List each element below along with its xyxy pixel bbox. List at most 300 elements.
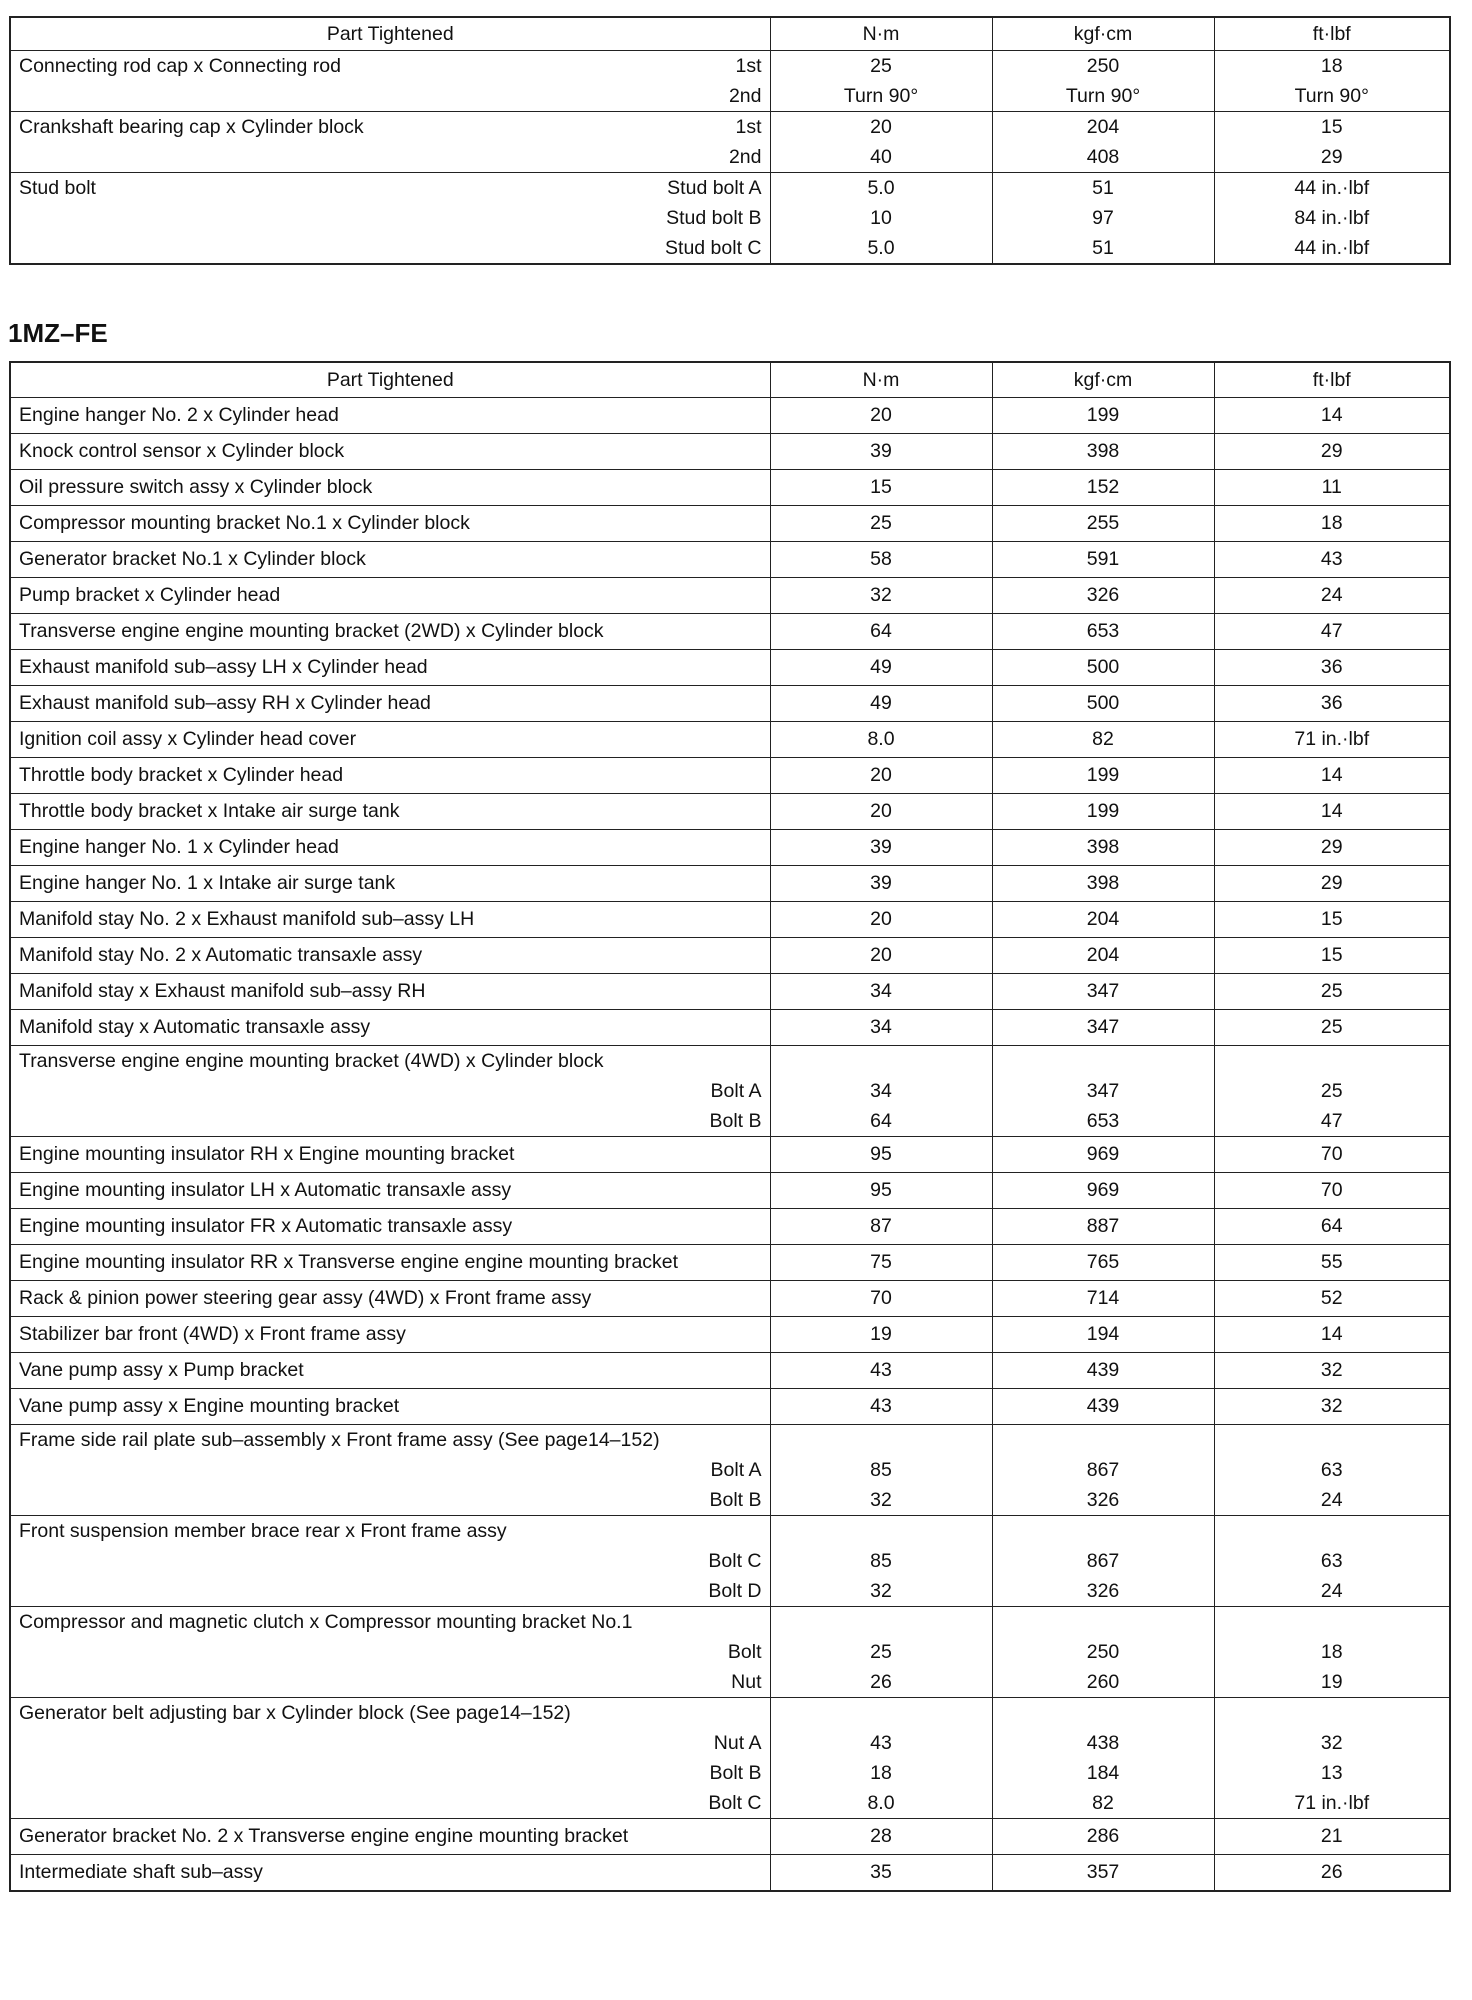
value-cell-kgf bbox=[992, 650, 1214, 686]
section-title: 1MZ–FE bbox=[8, 318, 108, 348]
part-name: Transverse engine engine mounting bracket (2WD) x Cylinder block bbox=[19, 620, 604, 642]
value-kgf: 887 bbox=[1086, 1215, 1120, 1237]
value-kgf: Turn 90° bbox=[1065, 85, 1141, 107]
value-kgf: 347 bbox=[1086, 1016, 1120, 1038]
value-kgf: 438 bbox=[1086, 1732, 1120, 1754]
part-name: Exhaust manifold sub–assy RH x Cylinder head bbox=[19, 692, 431, 714]
value-ft: 11 bbox=[1321, 476, 1342, 498]
value-nm: 18 bbox=[870, 1762, 892, 1784]
value-cell-kgf bbox=[992, 173, 1214, 265]
value-cell-kgf bbox=[992, 902, 1214, 938]
value-cell-ft bbox=[1214, 578, 1450, 614]
value-nm: 35 bbox=[870, 1861, 892, 1883]
value-cell-kgf bbox=[992, 1607, 1214, 1698]
value-cell-nm bbox=[770, 1819, 992, 1855]
value-ft: 36 bbox=[1320, 692, 1343, 714]
value-nm: 15 bbox=[870, 476, 892, 498]
value-cell-kgf bbox=[992, 1317, 1214, 1353]
value-ft: 29 bbox=[1320, 872, 1343, 894]
value-cell-kgf bbox=[992, 1855, 1214, 1892]
value-ft: 29 bbox=[1320, 146, 1343, 168]
table-row bbox=[10, 686, 1450, 722]
table-row bbox=[10, 470, 1450, 506]
value-kgf: 653 bbox=[1086, 1110, 1120, 1132]
part-name: Manifold stay No. 2 x Exhaust manifold sub–assy LH bbox=[19, 908, 475, 930]
value-kgf: 286 bbox=[1086, 1825, 1120, 1847]
table-row bbox=[10, 1855, 1450, 1892]
value-cell-kgf bbox=[992, 112, 1214, 173]
value-kgf: 714 bbox=[1086, 1287, 1120, 1309]
part-name: Compressor mounting bracket No.1 x Cylinder block bbox=[19, 512, 470, 534]
value-cell-ft bbox=[1214, 434, 1450, 470]
part-cell bbox=[10, 470, 770, 506]
value-cell-ft bbox=[1214, 758, 1450, 794]
header-kgf: kgf·cm bbox=[992, 362, 1214, 398]
part-line bbox=[19, 233, 762, 263]
part-cell bbox=[10, 1819, 770, 1855]
value-cell-nm bbox=[770, 1855, 992, 1892]
value-ft: 14 bbox=[1320, 1323, 1343, 1345]
part-cell bbox=[10, 1698, 770, 1819]
part-line bbox=[19, 112, 762, 142]
value-kgf: 199 bbox=[1086, 800, 1120, 822]
value-ft: 21 bbox=[1320, 1825, 1343, 1847]
value-ft: 14 bbox=[1320, 764, 1343, 786]
table-row bbox=[10, 51, 1450, 112]
value-nm: 5.0 bbox=[867, 177, 895, 199]
value-cell-nm bbox=[770, 830, 992, 866]
value-cell-kgf bbox=[992, 1516, 1214, 1607]
value-nm: Turn 90° bbox=[843, 85, 919, 107]
value-cell-kgf bbox=[992, 758, 1214, 794]
value-kgf: 326 bbox=[1086, 1489, 1120, 1511]
value-ft: 25 bbox=[1320, 980, 1343, 1002]
part-name: Manifold stay x Automatic transaxle assy bbox=[19, 1016, 371, 1038]
table-row bbox=[10, 974, 1450, 1010]
part-name: Generator bracket No.1 x Cylinder block bbox=[19, 548, 366, 570]
value-nm: 28 bbox=[870, 1825, 892, 1847]
part-cell bbox=[10, 938, 770, 974]
value-cell-kgf bbox=[992, 470, 1214, 506]
value-kgf: 97 bbox=[1092, 207, 1114, 229]
value-spacer bbox=[771, 1516, 992, 1546]
value-cell-kgf bbox=[992, 1209, 1214, 1245]
value-nm: 70 bbox=[870, 1287, 892, 1309]
value-cell-kgf bbox=[992, 830, 1214, 866]
sub-label: Bolt C bbox=[708, 1792, 762, 1814]
part-cell bbox=[10, 1389, 770, 1425]
sub-label: 1st bbox=[735, 55, 762, 77]
part-cell bbox=[10, 902, 770, 938]
value-nm: 20 bbox=[870, 764, 892, 786]
value-cell-kgf bbox=[992, 1281, 1214, 1317]
value-ft: 29 bbox=[1320, 836, 1343, 858]
value-spacer bbox=[1215, 1698, 1450, 1728]
value-cell-ft bbox=[1214, 1010, 1450, 1046]
part-cell bbox=[10, 51, 770, 112]
part-line bbox=[19, 142, 762, 172]
value-cell-kgf bbox=[992, 938, 1214, 974]
value-kgf: 969 bbox=[1086, 1179, 1120, 1201]
value-ft: 14 bbox=[1320, 404, 1343, 426]
table-row bbox=[10, 542, 1450, 578]
part-line bbox=[19, 203, 762, 233]
value-cell-ft bbox=[1214, 866, 1450, 902]
part-name: Crankshaft bearing cap x Cylinder block bbox=[19, 116, 364, 138]
value-nm: 8.0 bbox=[867, 1792, 895, 1814]
part-name: Vane pump assy x Engine mounting bracket bbox=[19, 1395, 400, 1417]
table-row bbox=[10, 173, 1450, 265]
value-cell-nm bbox=[770, 112, 992, 173]
value-nm: 64 bbox=[870, 620, 892, 642]
value-kgf: 82 bbox=[1092, 1792, 1114, 1814]
part-cell bbox=[10, 398, 770, 434]
value-spacer bbox=[1215, 1607, 1450, 1637]
value-cell-kgf bbox=[992, 974, 1214, 1010]
value-kgf: 347 bbox=[1086, 1080, 1120, 1102]
header-ftlbf: ft·lbf bbox=[1214, 362, 1450, 398]
table-row bbox=[10, 938, 1450, 974]
sub-label: Bolt C bbox=[708, 1550, 762, 1572]
value-cell-ft bbox=[1214, 1425, 1450, 1516]
table-row bbox=[10, 398, 1450, 434]
value-cell-kgf bbox=[992, 1819, 1214, 1855]
value-ft: 32 bbox=[1320, 1395, 1343, 1417]
sub-label: 2nd bbox=[728, 85, 762, 107]
value-kgf: 194 bbox=[1086, 1323, 1120, 1345]
header-kgf: kgf·cm bbox=[992, 17, 1214, 51]
value-spacer bbox=[1215, 1516, 1450, 1546]
value-ft: 15 bbox=[1320, 116, 1343, 138]
value-ft: 19 bbox=[1320, 1671, 1343, 1693]
value-nm: 8.0 bbox=[867, 728, 895, 750]
table-row bbox=[10, 722, 1450, 758]
value-kgf: 51 bbox=[1092, 237, 1114, 259]
value-ft: 71 in.·lbf bbox=[1294, 728, 1370, 750]
sub-label: Bolt bbox=[727, 1641, 762, 1663]
value-ft: 47 bbox=[1320, 1110, 1343, 1132]
part-name: Ignition coil assy x Cylinder head cover bbox=[19, 728, 357, 750]
value-cell-ft bbox=[1214, 722, 1450, 758]
part-cell bbox=[10, 1245, 770, 1281]
value-spacer bbox=[771, 1698, 992, 1728]
value-cell-kgf bbox=[992, 542, 1214, 578]
value-cell-nm bbox=[770, 938, 992, 974]
value-cell-kgf bbox=[992, 1353, 1214, 1389]
part-cell bbox=[10, 1425, 770, 1516]
value-ft: 26 bbox=[1320, 1861, 1343, 1883]
value-ft: 36 bbox=[1320, 656, 1343, 678]
value-spacer bbox=[993, 1516, 1214, 1546]
value-nm: 34 bbox=[870, 980, 892, 1002]
part-name: Vane pump assy x Pump bracket bbox=[19, 1359, 304, 1381]
value-cell-kgf bbox=[992, 398, 1214, 434]
value-spacer bbox=[993, 1046, 1214, 1076]
value-nm: 43 bbox=[870, 1732, 892, 1754]
value-cell-kgf bbox=[992, 434, 1214, 470]
value-cell-nm bbox=[770, 794, 992, 830]
sub-label: Nut A bbox=[713, 1732, 762, 1754]
value-kgf: 867 bbox=[1086, 1550, 1120, 1572]
value-cell-ft bbox=[1214, 542, 1450, 578]
value-ft: 15 bbox=[1320, 944, 1343, 966]
value-spacer bbox=[993, 1607, 1214, 1637]
value-nm: 32 bbox=[870, 584, 892, 606]
part-cell bbox=[10, 1010, 770, 1046]
part-line bbox=[19, 81, 762, 111]
value-cell-nm bbox=[770, 1209, 992, 1245]
part-name: Engine mounting insulator RR x Transverse engine engine mounting bracket bbox=[19, 1251, 679, 1273]
value-cell-nm bbox=[770, 542, 992, 578]
value-kgf: 591 bbox=[1086, 548, 1120, 570]
value-ft: Turn 90° bbox=[1294, 85, 1369, 107]
value-ft: 44 in.·lbf bbox=[1294, 237, 1370, 259]
part-name: Compressor and magnetic clutch x Compressor mounting bracket No.1 bbox=[19, 1611, 633, 1633]
value-cell-ft bbox=[1214, 1819, 1450, 1855]
sub-label: 2nd bbox=[728, 146, 762, 168]
value-cell-kgf bbox=[992, 1173, 1214, 1209]
part-name: Stud bolt bbox=[19, 177, 96, 199]
value-kgf: 326 bbox=[1086, 584, 1120, 606]
table-row bbox=[10, 1819, 1450, 1855]
part-cell bbox=[10, 506, 770, 542]
value-nm: 75 bbox=[870, 1251, 892, 1273]
part-name: Pump bracket x Cylinder head bbox=[19, 584, 281, 606]
value-kgf: 500 bbox=[1086, 692, 1120, 714]
value-nm: 49 bbox=[870, 656, 892, 678]
value-nm: 20 bbox=[870, 404, 892, 426]
value-ft: 55 bbox=[1320, 1251, 1343, 1273]
value-cell-ft bbox=[1214, 51, 1450, 112]
table-row bbox=[10, 1425, 1450, 1516]
part-cell bbox=[10, 722, 770, 758]
header-nm: N·m bbox=[770, 362, 992, 398]
value-cell-ft bbox=[1214, 1245, 1450, 1281]
value-nm: 5.0 bbox=[867, 237, 895, 259]
value-ft: 47 bbox=[1320, 620, 1343, 642]
value-cell-nm bbox=[770, 686, 992, 722]
value-nm: 10 bbox=[870, 207, 892, 229]
value-ft: 63 bbox=[1320, 1459, 1343, 1481]
value-kgf: 439 bbox=[1086, 1395, 1120, 1417]
value-kgf: 204 bbox=[1086, 116, 1120, 138]
part-name: Stabilizer bar front (4WD) x Front frame assy bbox=[19, 1323, 406, 1345]
header-ftlbf: ft·lbf bbox=[1214, 17, 1450, 51]
table-row bbox=[10, 866, 1450, 902]
value-kgf: 250 bbox=[1086, 1641, 1120, 1663]
value-ft: 64 bbox=[1320, 1215, 1343, 1237]
value-cell-ft bbox=[1214, 1389, 1450, 1425]
value-cell-kgf bbox=[992, 1046, 1214, 1137]
value-cell-nm bbox=[770, 1425, 992, 1516]
part-name: Rack & pinion power steering gear assy (4WD) x Front frame assy bbox=[19, 1287, 592, 1309]
part-cell bbox=[10, 974, 770, 1010]
value-cell-ft bbox=[1214, 470, 1450, 506]
table-row bbox=[10, 1389, 1450, 1425]
value-cell-nm bbox=[770, 1698, 992, 1819]
value-nm: 39 bbox=[870, 872, 892, 894]
part-name: Intermediate shaft sub–assy bbox=[19, 1861, 263, 1883]
value-spacer bbox=[1215, 1046, 1450, 1076]
value-cell-nm bbox=[770, 434, 992, 470]
value-nm: 34 bbox=[870, 1016, 892, 1038]
value-cell-kgf bbox=[992, 578, 1214, 614]
table-row bbox=[10, 434, 1450, 470]
value-nm: 20 bbox=[870, 800, 892, 822]
table-row bbox=[10, 1137, 1450, 1173]
part-cell bbox=[10, 1046, 770, 1137]
value-cell-kgf bbox=[992, 794, 1214, 830]
part-cell bbox=[10, 434, 770, 470]
value-kgf: 653 bbox=[1086, 620, 1120, 642]
table-row bbox=[10, 1317, 1450, 1353]
value-cell-ft bbox=[1214, 1209, 1450, 1245]
value-nm: 87 bbox=[870, 1215, 892, 1237]
value-kgf: 500 bbox=[1086, 656, 1120, 678]
table-row bbox=[10, 1281, 1450, 1317]
part-name: Generator bracket No. 2 x Transverse engine engine mounting bracket bbox=[19, 1825, 629, 1847]
value-nm: 20 bbox=[870, 116, 892, 138]
value-cell-ft bbox=[1214, 173, 1450, 265]
part-cell bbox=[10, 112, 770, 173]
sub-label: Nut bbox=[731, 1671, 762, 1693]
value-cell-ft bbox=[1214, 506, 1450, 542]
value-spacer bbox=[1215, 1425, 1450, 1455]
value-cell-nm bbox=[770, 1317, 992, 1353]
table-row bbox=[10, 794, 1450, 830]
part-cell bbox=[10, 1516, 770, 1607]
value-ft: 24 bbox=[1320, 1489, 1343, 1511]
value-kgf: 969 bbox=[1086, 1143, 1120, 1165]
value-nm: 49 bbox=[870, 692, 892, 714]
table-row bbox=[10, 1209, 1450, 1245]
value-cell-nm bbox=[770, 1010, 992, 1046]
value-ft: 14 bbox=[1320, 800, 1343, 822]
part-name: Throttle body bracket x Cylinder head bbox=[19, 764, 344, 786]
value-ft: 18 bbox=[1320, 55, 1343, 77]
table-row bbox=[10, 578, 1450, 614]
value-cell-kgf bbox=[992, 722, 1214, 758]
part-name: Manifold stay No. 2 x Automatic transaxle assy bbox=[19, 944, 423, 966]
value-ft: 71 in.·lbf bbox=[1294, 1792, 1370, 1814]
value-kgf: 199 bbox=[1086, 404, 1120, 426]
value-cell-kgf bbox=[992, 1010, 1214, 1046]
value-ft: 32 bbox=[1320, 1359, 1343, 1381]
part-name: Front suspension member brace rear x Front frame assy bbox=[19, 1520, 507, 1542]
table-row bbox=[10, 1046, 1450, 1137]
value-cell-nm bbox=[770, 51, 992, 112]
sub-label: Bolt B bbox=[709, 1489, 762, 1511]
value-nm: 32 bbox=[870, 1580, 892, 1602]
part-cell bbox=[10, 794, 770, 830]
value-cell-nm bbox=[770, 866, 992, 902]
value-cell-ft bbox=[1214, 650, 1450, 686]
value-nm: 25 bbox=[870, 1641, 892, 1663]
value-cell-nm bbox=[770, 1281, 992, 1317]
value-cell-ft bbox=[1214, 1281, 1450, 1317]
value-cell-kgf bbox=[992, 1137, 1214, 1173]
value-nm: 25 bbox=[870, 55, 892, 77]
table-row bbox=[10, 1607, 1450, 1698]
part-cell bbox=[10, 758, 770, 794]
part-name: Oil pressure switch assy x Cylinder block bbox=[19, 476, 373, 498]
table-row bbox=[10, 614, 1450, 650]
value-ft: 84 in.·lbf bbox=[1294, 207, 1370, 229]
value-cell-kgf bbox=[992, 866, 1214, 902]
table-row bbox=[10, 1353, 1450, 1389]
part-cell bbox=[10, 173, 770, 265]
value-cell-nm bbox=[770, 722, 992, 758]
header-part: Part Tightened bbox=[10, 362, 770, 398]
value-nm: 85 bbox=[870, 1550, 892, 1572]
value-cell-nm bbox=[770, 902, 992, 938]
value-spacer bbox=[771, 1425, 992, 1455]
value-kgf: 152 bbox=[1086, 476, 1120, 498]
part-name: Generator belt adjusting bar x Cylinder block (See page14–152) bbox=[19, 1702, 571, 1724]
value-cell-ft bbox=[1214, 112, 1450, 173]
sub-label: Bolt D bbox=[708, 1580, 762, 1602]
table-row bbox=[10, 1516, 1450, 1607]
value-cell-ft bbox=[1214, 398, 1450, 434]
table-row bbox=[10, 1698, 1450, 1819]
table-row bbox=[10, 112, 1450, 173]
value-cell-ft bbox=[1214, 974, 1450, 1010]
value-nm: 32 bbox=[870, 1489, 892, 1511]
value-ft: 70 bbox=[1320, 1143, 1343, 1165]
part-name: Engine hanger No. 1 x Intake air surge tank bbox=[19, 872, 396, 894]
table-row bbox=[10, 506, 1450, 542]
value-kgf: 326 bbox=[1086, 1580, 1120, 1602]
value-cell-nm bbox=[770, 974, 992, 1010]
part-name: Transverse engine engine mounting bracket (4WD) x Cylinder block bbox=[19, 1050, 604, 1072]
part-cell bbox=[10, 650, 770, 686]
value-cell-ft bbox=[1214, 1698, 1450, 1819]
value-cell-nm bbox=[770, 614, 992, 650]
value-kgf: 357 bbox=[1086, 1861, 1120, 1883]
value-nm: 39 bbox=[870, 836, 892, 858]
value-cell-nm bbox=[770, 1353, 992, 1389]
part-name: Engine mounting insulator LH x Automatic transaxle assy bbox=[19, 1179, 512, 1201]
value-nm: 58 bbox=[870, 548, 892, 570]
value-cell-nm bbox=[770, 1046, 992, 1137]
value-kgf: 199 bbox=[1086, 764, 1120, 786]
value-nm: 43 bbox=[870, 1359, 892, 1381]
value-ft: 24 bbox=[1320, 1580, 1343, 1602]
value-cell-nm bbox=[770, 578, 992, 614]
value-kgf: 260 bbox=[1086, 1671, 1120, 1693]
value-spacer bbox=[771, 1046, 992, 1076]
part-cell bbox=[10, 866, 770, 902]
value-ft: 52 bbox=[1320, 1287, 1343, 1309]
table-row bbox=[10, 902, 1450, 938]
part-cell bbox=[10, 614, 770, 650]
part-line bbox=[19, 51, 762, 81]
value-cell-ft bbox=[1214, 614, 1450, 650]
table-row bbox=[10, 650, 1450, 686]
part-name: Frame side rail plate sub–assembly x Front frame assy (See page14–152) bbox=[19, 1429, 660, 1451]
value-cell-kgf bbox=[992, 51, 1214, 112]
table-row bbox=[10, 1173, 1450, 1209]
value-cell-nm bbox=[770, 1516, 992, 1607]
sub-label: Stud bolt B bbox=[666, 207, 762, 229]
part-name: Exhaust manifold sub–assy LH x Cylinder head bbox=[19, 656, 428, 678]
value-nm: 20 bbox=[870, 908, 892, 930]
value-spacer bbox=[993, 1425, 1214, 1455]
value-nm: 26 bbox=[870, 1671, 892, 1693]
value-kgf: 439 bbox=[1086, 1359, 1120, 1381]
part-cell bbox=[10, 1855, 770, 1892]
value-ft: 44 in.·lbf bbox=[1294, 177, 1370, 199]
